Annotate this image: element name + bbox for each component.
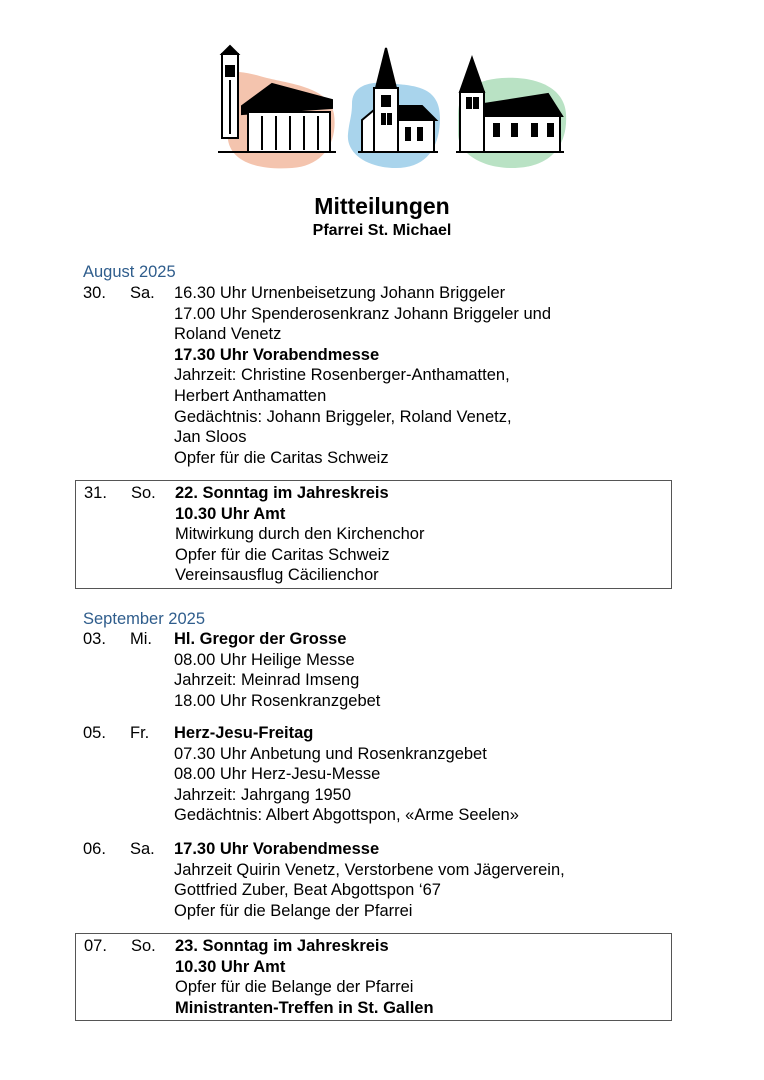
schedule-entry-highlighted: [75, 933, 672, 1021]
entry-day: 31.: [84, 484, 107, 502]
entry-line: Mitwirkung durch den Kirchenchor: [175, 525, 425, 544]
schedule-entry: [83, 839, 643, 921]
entry-line: 07.30 Uhr Anbetung und Rosenkranzgebet: [174, 744, 487, 763]
entry-line: Jahrzeit: Christine Rosenberger-Anthamatten,: [174, 366, 510, 385]
schedule-entry: [83, 723, 643, 826]
entry-line: Herz-Jesu-Freitag: [174, 724, 314, 742]
entry-line: Opfer für die Caritas Schweiz: [174, 448, 389, 467]
entry-line: 17.30 Uhr Vorabendmesse: [174, 840, 380, 858]
page-title: Mitteilungen: [314, 193, 450, 219]
entry-line: Gedächtnis: Albert Abgottspon, «Arme Seelen»: [174, 806, 519, 825]
entry-line: Gedächtnis: Johann Briggeler, Roland Venetz,: [174, 407, 512, 426]
entry-line: Ministranten-Treffen in St. Gallen: [175, 998, 434, 1017]
entry-line: Roland Venetz: [174, 325, 282, 344]
entry-line: Jahrzeit: Jahrgang 1950: [174, 785, 352, 804]
entry-line: Jahrzeit: Meinrad Imseng: [174, 671, 360, 690]
entry-day: 07.: [84, 937, 107, 955]
entry-weekday: Fr.: [130, 724, 150, 742]
entry-line: Opfer für die Belange der Pfarrei: [174, 901, 413, 920]
schedule-entry: [83, 283, 643, 468]
entry-line: 10.30 Uhr Amt: [175, 504, 286, 523]
month-heading-august: August 2025: [83, 263, 176, 281]
entry-weekday: Sa.: [130, 284, 155, 302]
entry-line: 10.30 Uhr Amt: [175, 957, 286, 976]
entry-day: 06.: [83, 840, 106, 858]
entry-line: Jan Sloos: [174, 428, 247, 447]
entry-line: Opfer für die Belange der Pfarrei: [175, 978, 414, 997]
entry-line: 16.30 Uhr Urnenbeisetzung Johann Briggeler: [174, 284, 506, 302]
entry-line: Hl. Gregor der Grosse: [174, 630, 347, 648]
entry-weekday: Mi.: [130, 630, 152, 648]
parish-logo: [212, 44, 572, 172]
entry-line: 23. Sonntag im Jahreskreis: [175, 937, 389, 955]
entry-line: Gottfried Zuber, Beat Abgottspon ‘67: [174, 881, 441, 900]
entry-line: 22. Sonntag im Jahreskreis: [175, 484, 389, 502]
entry-day: 30.: [83, 284, 106, 302]
entry-day: 05.: [83, 724, 106, 742]
entry-line: 08.00 Uhr Heilige Messe: [174, 650, 355, 669]
modern-church-icon: [218, 46, 336, 152]
entry-line: Herbert Anthamatten: [174, 386, 327, 405]
entry-weekday: Sa.: [130, 840, 155, 858]
entry-line: 18.00 Uhr Rosenkranzgebet: [174, 691, 381, 710]
schedule-entry-highlighted: [75, 480, 672, 589]
entry-weekday: So.: [131, 937, 156, 955]
entry-weekday: So.: [131, 484, 156, 502]
entry-line: 17.30 Uhr Vorabendmesse: [174, 345, 380, 364]
page-subtitle: Pfarrei St. Michael: [312, 222, 452, 239]
month-heading-september: September 2025: [83, 610, 206, 628]
schedule-entry: [83, 629, 643, 711]
entry-line: 17.00 Uhr Spenderosenkranz Johann Briggeler und: [174, 304, 552, 323]
entry-line: Vereinsausflug Cäcilienchor: [175, 566, 379, 585]
entry-line: Opfer für die Caritas Schweiz: [175, 545, 390, 564]
entry-line: Jahrzeit Quirin Venetz, Verstorbene vom Jägerverein,: [174, 860, 565, 879]
entry-day: 03.: [83, 630, 106, 648]
entry-line: 08.00 Uhr Herz-Jesu-Messe: [174, 765, 381, 784]
chapel-icon: [456, 58, 564, 152]
